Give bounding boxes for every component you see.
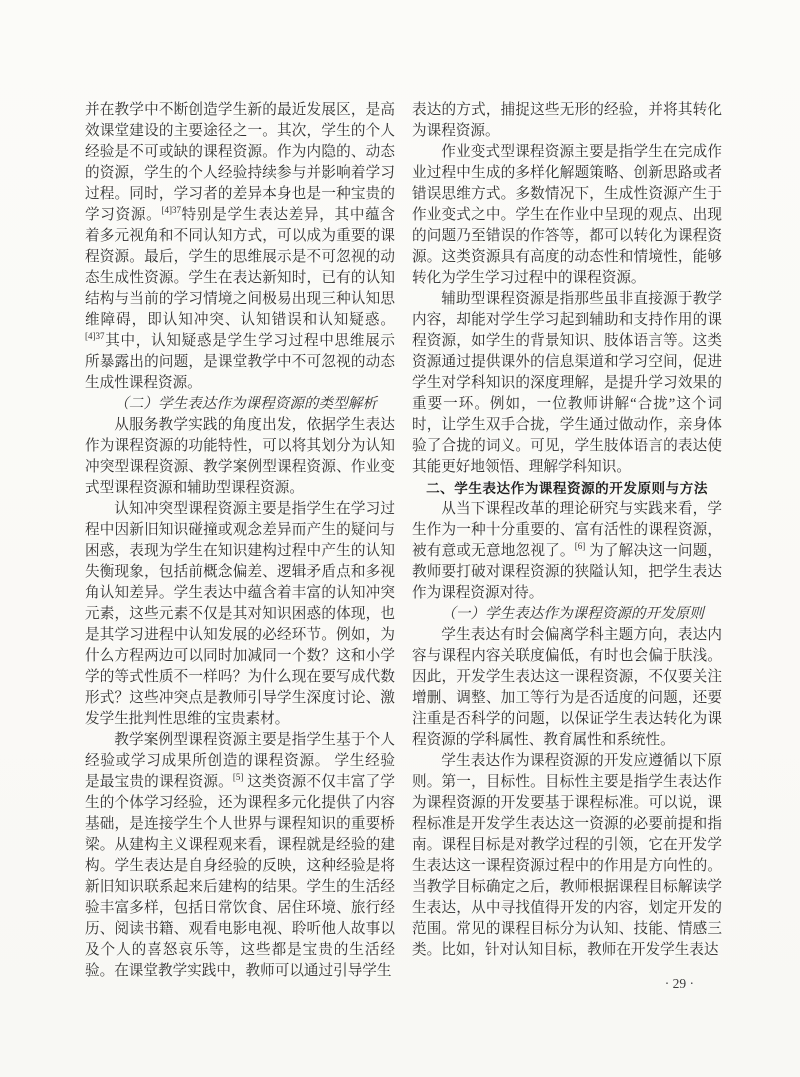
paragraph [85, 100, 395, 394]
paragraph-text: 其中，认知疑惑是学生学习过程中思维展示所暴露出的问题，是课堂教学中不可忽视的动态生成性课程资源。 [85, 333, 395, 391]
paragraph [85, 499, 395, 730]
paragraph-text: 教学案例型课程资源主要是指学生基于个人经验或学习成果所创造的课程资源。 学生经验是最宝贵的课程资源。 [85, 732, 395, 790]
paragraph-text: 表达的方式，捕捉这些无形的经验，并将其转化为课程资源。 [412, 102, 722, 139]
subsection-heading: （二）学生表达作为课程资源的类型解析 [114, 396, 377, 412]
paragraph-text: 从当下课程改革的理论研究与实践来看，学生作为一种十分重要的、富有活性的课程资源，被有意或无意地忽视了。 [412, 501, 722, 559]
paragraph-text: 这类资源不仅丰富了学生的个体学习经验，还为课程多元化提供了内容基础，是连接学生个人世界与课程知识的重要桥梁。从建构主义课程观来看，课程就是经验的建构。学生表达是自身经验的反映，这种经验是将新旧知识联系起来后建构的结果。学生的生活经验丰富多样，包括日常饮食、居住环境、旅行经历、阅读书籍、观看电影电视、聆听他人故事以及个人的喜怒哀乐等，这些都是宝贵的生活经验。在课堂教学实践中，教师可以通过引导学生 [85, 774, 395, 979]
text-column-right [412, 100, 722, 994]
paragraph-text: 认知冲突型课程资源主要是指学生在学习过程中因新旧知识碰撞或观念差异而产生的疑问与困惑，表现为学生在知识建构过程中产生的认知失衡现象，包括前概念偏差、逻辑矛盾点和多视角认知差异。学生表达中蕴含着丰富的认知冲突元素，这些元素不仅是其对知识困惑的体现，也是其学习进程中认知发展的必经环节。例如，为什么方程两边可以同时加减同一个数？这和小学学的等式性质不一样吗？为什么现在要写成代数形式？这些冲突点是教师引导学生深度讨论、激发学生批判性思维的宝贵素材。 [85, 501, 395, 727]
paragraph-text: 辅助型课程资源是指那些虽非直接源于教学内容，却能对学生学习起到辅助和支持作用的课程资源，如学生的背景知识、肢体语言等。这类资源通过提供课外的信息渠道和学习空间，促进学生对学科知识的深度理解，是提升学习效果的重要一环。例如，一位教师讲解“合拢”这个词时，让学生双手合拢，学生通过做动作，亲身体验了合拢的词义。可见，学生肢体语言的表达使其能更好地领悟、理解学科知识。 [412, 291, 722, 475]
text-column-left [85, 100, 395, 994]
paragraph [412, 625, 722, 751]
paragraph [85, 415, 395, 499]
paragraph [412, 100, 722, 142]
citation-superscript: [4]37 [85, 331, 105, 342]
subsection-heading: （一）学生表达作为课程资源的开发原则 [441, 606, 704, 622]
paragraph [412, 289, 722, 478]
paragraph-text: 为了解决这一问题，教师要打破对课程资源的狭隘认知，把学生表达作为课程资源对待。 [412, 543, 722, 601]
section-heading: 二、学生表达作为课程资源的开发原则与方法 [426, 481, 708, 496]
paragraph [412, 751, 722, 961]
paragraph-text: 并在教学中不断创造学生新的最近发展区，是高效课堂建设的主要途径之一。其次，学生的个人经验是不可或缺的课程资源。作为内隐的、动态的资源，学生的个人经验持续参与并影响着学习过程。同时，学习者的差异本身也是一种宝贵的学习资源。 [85, 102, 395, 223]
page-number: · 29 · [664, 976, 694, 991]
paragraph [412, 142, 722, 289]
two-column-text-body [85, 100, 722, 994]
paragraph-text: 特别是学生表达差异，其中蕴含着多元视角和不同认知方式，可以成为重要的课程资源。最后，学生的思维展示是不可忽视的动态生成性资源。学生在表达新知时，已有的认知结构与当前的学习情境之间极易出现三种认知思维障碍，即认知冲突、认知错误和认知疑惑。 [85, 207, 395, 328]
citation-superscript: [6] [574, 541, 586, 552]
paragraph-text: 作业变式型课程资源主要是指学生在完成作业过程中生成的多样化解题策略、创新思路或者错误思维方式。多数情况下，生成性资源产生于作业变式之中。学生在作业中呈现的观点、出现的问题乃至错误的作答等，都可以转化为课程资源。这类资源具有高度的动态性和情境性，能够转化为学生学习过程中的课程资源。 [412, 144, 722, 286]
paragraph-text: 从服务教学实践的角度出发，依据学生表达作为课程资源的功能特性，可以将其划分为认知冲突型课程资源、教学案例型课程资源、作业变式型课程资源和辅助型课程资源。 [85, 417, 395, 496]
citation-superscript: [5] [232, 772, 244, 783]
paragraph-text: 学生表达有时会偏离学科主题方向，表达内容与课程内容关联度偏低，有时也会偏于肤浅。因此，开发学生表达这一课程资源，不仅要关注增删、调整、加工等行为是否适度的问题，还要注重是否科学的问题，以保证学生表达转化为课程资源的学科属性、教育属性和系统性。 [412, 627, 722, 748]
paragraph [412, 499, 722, 604]
paragraph [85, 730, 395, 982]
paragraph-text: 学生表达作为课程资源的开发应遵循以下原则。第一，目标性。目标性主要是指学生表达作为课程资源的开发要基于课程标准。可以说，课程标准是开发学生表达这一资源的必要前提和指南。课程目标是对教学过程的引领，它在开发学生表达这一课程资源过程中的作用是方向性的。当教学目标确定之后，教师根据课程目标解读学生表达，从中寻找值得开发的内容，划定开发的范围。常见的课程目标分为认知、技能、情感三类。比如，针对认知目标，教师在开发学生表达 [412, 753, 722, 958]
citation-superscript: [4]37 [161, 205, 181, 216]
